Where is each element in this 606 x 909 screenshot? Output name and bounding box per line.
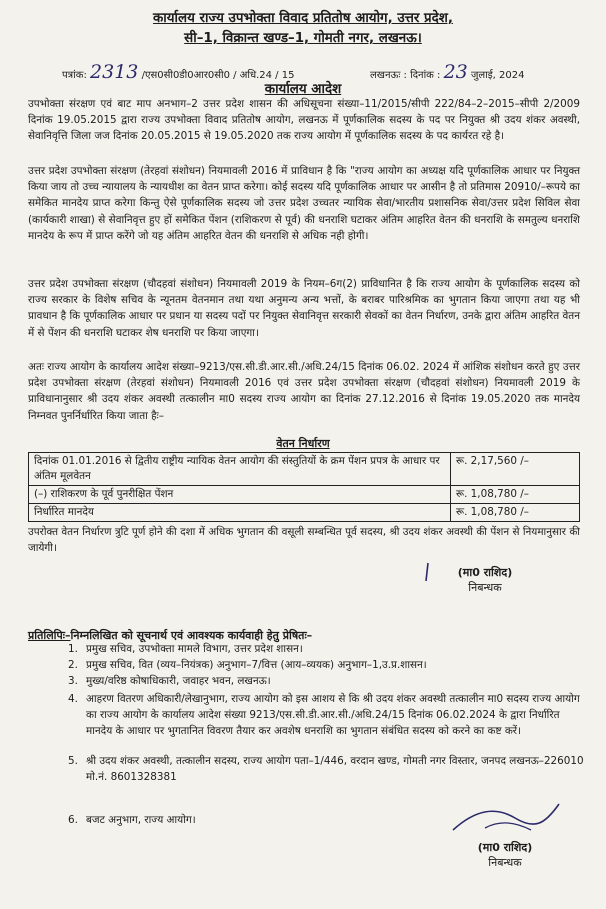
- signature-mark: [445, 800, 565, 840]
- salary-table: [28, 452, 580, 522]
- office-header-line2: सी–1, विक्रान्त खण्ड–1, गोमती नगर, लखनऊ।: [184, 31, 422, 46]
- signature-block-1: [430, 565, 540, 595]
- patrank-label: पत्रांक:: [62, 70, 87, 81]
- date-label: दिनांक :: [410, 70, 441, 81]
- list-item-number: 6.: [68, 814, 78, 826]
- paragraph-1: उपभोक्ता संरक्षण एवं बाट माप अनभाग–2 उत्तर प्रदेश शासन की अधिसूचना संख्या–11/2015/सीपी 222/84–2–2015–सीपी 2/2009 दिनांक 19.05.2015 द्वारा राज्य उपभोक्ता विवाद प्रतितोष आयोग, लखनऊ में पूर्णकालिक सदस्य के पद पर नियुक्त श्री उदय शंकर अवस्थी, सेवानिवृत्ति जिला जज दिनांक 20.05.2015 से 19.05.2020 तक राज्य आयोग में पूर्णकालिक सदस्य के पद कार्यरत रहे है।: [28, 98, 580, 143]
- row-label: दिनांक 01.01.2016 से द्वितीय राष्ट्रीय न्यायिक वेतन आयोग की संस्तुतियों के क्रम पेंशन प्रपत्र के आधार पर अंतिम मूलवेतन: [29, 453, 451, 486]
- date-day: 23: [443, 61, 468, 83]
- copy-heading-text: निम्नलिखित को सूचनार्थ एवं आवश्यक कार्यवाही हेतु प्रेषितः–: [70, 629, 313, 642]
- list-item-number: 5.: [68, 755, 78, 767]
- signature-mark: [422, 561, 462, 583]
- signatory-designation: निबन्धक: [488, 856, 522, 869]
- paragraph-4: अतः राज्य आयोग के कार्यालय आदेश संख्या–9213/एस.सी.डी.आर.सी./अधि.24/15 दिनांक 06.02. 2024 में आंशिक संशोधन करते हुए उत्तर प्रदेश उपभोक्ता संरक्षण (तेरहवां संशोधन) नियमावली 2016 एवं उत्तर प्रदेश उपभोक्ता संरक्षण (चौदहवां संशोधन) नियमावली 2019 के प्राविधानानुसार श्री उदय शंकर अवस्थी तत्कालीन मा0 सदस्य राज्य आयोग का दिनांक 27.12.2016 से दिनांक 19.05.2020 तक मानदेय निम्नवत पुनर्निर्धारित किया जाता हैः–: [28, 361, 580, 422]
- list-item: [68, 673, 584, 689]
- row-label: निर्धारित मानदेय: [29, 504, 451, 522]
- after-table-note: उपरोक्त वेतन निर्धारण त्रुटि पूर्ण होने की दशा में अधिक भुगतान की वसूली सम्बन्धित पूर्व सदस्य, श्री उदय शंकर अवस्थी की पेंशन से नियमानुसार की जायेगी।: [28, 526, 580, 555]
- table-row: [29, 453, 580, 486]
- list-item: [68, 691, 584, 740]
- row-amount: रू. 1,08,780 /–: [451, 504, 580, 522]
- paragraph-2: उत्तर प्रदेश उपभोक्ता संरक्षण (तेरहवां संशोधन) नियमावली 2016 में प्राविधान है कि "राज्य आयोग का अध्यक्ष यदि पूर्णकालिक आधार पर नियुक्त किया जाय तो उच्च न्यायालय के न्यायधीश का वेतन प्राप्त करेगा। कोई सदस्य यदि पूर्णकालिक आधार पर आसीन है तो प्रतिमास 20910/–रूपये का समेकित मानदेय प्राप्त करेगा किन्तु ऐसे पूर्णकालिक सदस्य जो उत्तर प्रदेश उच्चतर न्यायिक सेवा/भारतीय प्रशासनिक सेवा/उत्तर प्रदेश सिविल सेवा (कार्यकारी शाखा) से सेवानिवृत्त हुए हों समेकित पेंशन (राशिकरण से पूर्व) की धनराशि घटाकर अंतिम आहरित वेतन की धनराशि के समतुल्य धनराशि मानदेय के रूप में प्राप्त करेंगे जो यह अंतिम आहरित वेतन की धनराशि से अधिक नही होगी।: [28, 165, 580, 242]
- list-item-number: 1.: [68, 643, 78, 655]
- reference-code: /एस0सी0डी0आर0सी0 / अधि.24 / 15: [141, 70, 295, 81]
- list-item-text: प्रमुख सचिव, वित (व्यय–नियंत्रक) अनुभाग–7/वित्त (आय–व्ययक) अनुभाग–1,उ.प्र.शासन।: [86, 659, 427, 671]
- list-item-number: 2.: [68, 659, 78, 671]
- list-item-text: मुख्य/वरिष्ठ कोषाधिकारी, जवाहर भवन, लखनऊ।: [86, 675, 271, 687]
- list-item-number: 4.: [68, 693, 78, 705]
- place-label: लखनऊः :: [370, 70, 407, 81]
- list-item-text: बजट अनुभाग, राज्य आयोग।: [86, 814, 196, 826]
- office-header-line1: कार्यालय राज्य उपभोक्ता विवाद प्रतितोष आयोग, उत्तर प्रदेश,: [153, 11, 453, 26]
- list-item: [68, 753, 584, 785]
- copy-label: प्रतिलिपिः–: [28, 629, 71, 642]
- table-row: [29, 504, 580, 522]
- document-subject: कार्यालय आदेश: [264, 82, 342, 97]
- list-item-number: 3.: [68, 675, 78, 687]
- list-item-text: प्रमुख सचिव, उपभोक्ता मामले विभाग, उत्तर प्रदेश शासन।: [86, 643, 303, 655]
- patrank-number: 2313: [90, 61, 139, 83]
- date-rest: जुलाई, 2024: [470, 70, 525, 81]
- row-amount: रू. 2,17,560 /–: [451, 453, 580, 486]
- row-amount: रू. 1,08,780 /–: [451, 486, 580, 504]
- list-item-text: आहरण वितरण अधिकारी/लेखानुभाग, राज्य आयोग को इस आशय से कि श्री उदय शंकर अवस्थी तत्कालीन मा0 सदस्य राज्य आयोग का राज्य आयोग के कार्यालय आदेश संख्या 9213/एस.सी.डी.आर.सी./अधि.24/15 दिनांक 06.02.2024 के द्वारा निर्धारित मानदेय के आधार पर भुगतानित विवरण तैयार कर अवशेष धनराशि का भुगतान संबंधित सदस्य को करने का कष्ट करें।: [86, 693, 580, 738]
- list-item: [68, 657, 584, 673]
- paragraph-3: उत्तर प्रदेश उपभोक्ता संरक्षण (चौदहवां संशोधन) नियमावली 2019 के नियम–6ग(2) प्राविधानित है कि राज्य आयोग के पूर्णकालिक सदस्य को राज्य सरकार के विशेष सचिव के न्यूनतम वेतनमान तथा यथा अनुमन्य अन्य भत्तों, के बराबर पारिश्रमिक का भुगतान किया जाएगा तथा यह भी प्रावधान है कि पूर्णकालिक आधार पर प्रधान या सदस्य पदों पर नियुक्त सेवानिवृत्त सरकारी सेवकों का वेतन निर्धारण, उनके द्वारा अंतिम आहरित वेतन में से पेंशन की धनराशि घटाकर शेष धनराशि पर किया जाएगा।: [28, 278, 580, 339]
- signatory-name: (मा0 राशिद): [477, 841, 533, 854]
- list-item-text: श्री उदय शंकर अवस्थी, तत्कालीन सदस्य, राज्य आयोग पता–1/446, वरदान खण्ड, गोमती नगर विस्तार, जनपद लखनऊ–226010 मो.नं. 8601328381: [86, 755, 584, 784]
- table-title: वेतन निर्धारण: [276, 437, 330, 450]
- signature-block-2: [440, 800, 570, 870]
- list-item: [68, 641, 584, 657]
- signatory-name: (मा0 राशिद): [457, 566, 513, 579]
- signatory-designation: निबन्धक: [468, 581, 502, 594]
- row-label: (–) राशिकरण के पूर्व पुनरीक्षित पेंशन: [29, 486, 451, 504]
- table-row: [29, 486, 580, 504]
